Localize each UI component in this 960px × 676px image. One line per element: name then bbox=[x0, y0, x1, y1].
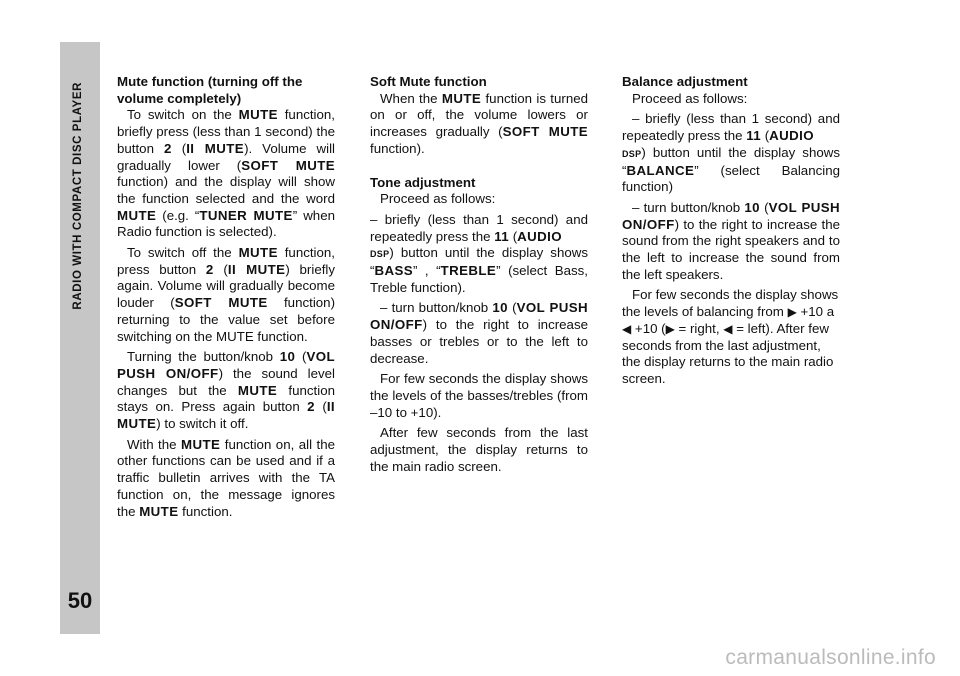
column-mute bbox=[117, 74, 335, 520]
paragraph-mute-knob: Turning the button/knob 10 (VOL PUSH ON/OFF) the sound level changes but the MUTE function stays on. Press again button 2 (II MUTE) to switch it off. bbox=[117, 349, 336, 432]
column-soft-mute-tone bbox=[370, 74, 588, 475]
paragraph-balance-intro: Proceed as follows: bbox=[632, 90, 748, 106]
page-number: 50 bbox=[67, 588, 93, 613]
paragraph-balance-levels: For few seconds the display shows the levels of balancing from ▶ +10 a ◀ +10 (▶ = right, ◀ = left). After few seconds from the last adjustment, the display returns to the main radio screen. bbox=[622, 287, 839, 386]
paragraph-mute-ta: With the MUTE function on, all the other functions can be used and if a traffic bulletin arrives with the TA function on, the message ignores the MUTE function. bbox=[117, 436, 336, 519]
heading-soft-mute: Soft Mute function bbox=[370, 74, 487, 89]
section-title: RADIO WITH COMPACT DISC PLAYER bbox=[72, 82, 84, 310]
triangle-right-icon: ▶ bbox=[787, 305, 797, 320]
paragraph-soft-mute: When the MUTE function is turned on or off, the volume lowers or increases gradually (SOFT MUTE function). bbox=[370, 90, 589, 156]
paragraph-tone-levels: For few seconds the display shows the levels of the basses/trebles (from –10 to +10). bbox=[370, 371, 588, 420]
paragraph-tone-press: – briefly (less than 1 second) and repeatedly press the 11 (AUDIO DSP) button until the display shows “BASS” , “TREBLE” (select Bass, Treble function). bbox=[370, 211, 588, 295]
paragraph-balance-turn: – turn button/knob 10 (VOL PUSH ON/OFF) to the right to increase the sound from the right speakers and to the left to increase the sound from the left speakers. bbox=[622, 199, 840, 282]
triangle-left-icon: ◀ bbox=[622, 321, 632, 336]
paragraph-tone-turn: – turn button/knob 10 (VOL PUSH ON/OFF) to the right to increase basses or trebles or to the left to decrease. bbox=[370, 300, 588, 366]
paragraph-mute-on: To switch on the MUTE function, briefly press (less than 1 second) the button 2 (II MUTE). Volume will gradually lower (SOFT MUTE function) and the display will show the function selected and the word MUTE (e.g. “TUNER MUTE” when Radio function is selected). bbox=[117, 107, 335, 240]
triangle-right-icon: ▶ bbox=[665, 321, 675, 336]
paragraph-balance-press: – briefly (less than 1 second) and repeatedly press the 11 (AUDIO DSP) button until the display shows “BALANCE” (select Balancing function) bbox=[622, 111, 840, 195]
paragraph-tone-return: After few seconds from the last adjustment, the display returns to the main radio screen. bbox=[370, 425, 588, 474]
triangle-left-icon: ◀ bbox=[723, 321, 733, 336]
sidebar bbox=[60, 42, 100, 634]
paragraph-mute-off: To switch off the MUTE function, press button 2 (II MUTE) briefly again. Volume will gradually become louder (SOFT MUTE function) returning to the value set before switching on the MUTE function. bbox=[117, 245, 336, 344]
heading-mute: Mute function (turning off the volume completely) bbox=[117, 74, 303, 106]
heading-balance: Balance adjustment bbox=[622, 74, 748, 89]
column-balance bbox=[622, 74, 840, 388]
watermark: carmanualsonline.info bbox=[725, 646, 936, 669]
heading-tone: Tone adjustment bbox=[370, 174, 476, 190]
paragraph-tone-intro: Proceed as follows: bbox=[380, 191, 496, 207]
